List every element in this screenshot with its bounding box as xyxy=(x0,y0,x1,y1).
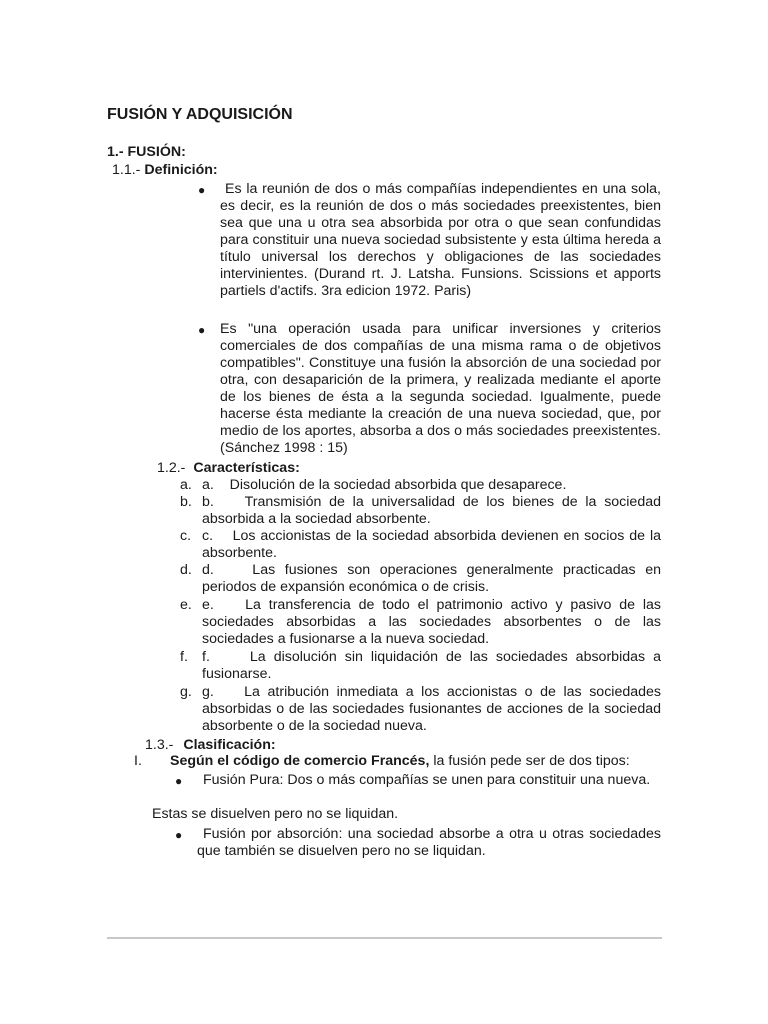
classification-intro-bold: Según el código de comercio Francés, xyxy=(170,753,430,769)
characteristic-item-c: c. Los accionistas de la sociedad absorbida devienen en socios de la absorbente. xyxy=(202,528,665,561)
characteristic-item-e: e. La transferencia de todo el patrimonio activo y pasivo de las sociedades absorbidas a las sociedades absorbentes o de las sociedades a fusionarse a la nueva sociedad. xyxy=(202,597,665,647)
bullet-icon: ● xyxy=(198,323,206,337)
subsection-number: 1.2.- xyxy=(157,460,186,476)
subsection-number: 1.1.- xyxy=(112,162,141,178)
section-number: 1.- xyxy=(107,144,124,160)
page-footer-rule xyxy=(107,937,662,939)
subsection-heading-caracteristicas xyxy=(157,460,300,477)
classification-intro xyxy=(170,753,630,770)
subsection-heading-definicion xyxy=(112,162,218,179)
subsection-heading-clasificacion xyxy=(145,737,276,754)
classification-intro-text: la fusión pede ser de dos tipos: xyxy=(429,753,630,769)
section-heading-fusion xyxy=(107,144,186,161)
document-title: FUSIÓN Y ADQUISICIÓN xyxy=(107,106,293,123)
list-marker: d. xyxy=(180,562,192,578)
list-marker: c. xyxy=(180,528,192,544)
characteristic-item-d: d. Las fusiones son operaciones generalmente practicadas en periodos de expansión económica o de crisis. xyxy=(202,562,665,595)
list-marker: a. xyxy=(180,477,192,493)
list-marker: b. xyxy=(180,494,192,510)
subsection-title: Definición: xyxy=(144,162,218,178)
subsection-title: Clasificación: xyxy=(183,737,276,753)
classification-note: Estas se disuelven pero no se liquidan. xyxy=(152,806,399,822)
definition-bullet-2: Es "una operación usada para unificar inversiones y criterios comerciales de dos compañías de una misma rama o de objetivos compatibles". Constituye una fusión la absorción de una sociedad por otra, con desaparición de la primera, y realizada mediante el aporte de los bienes de ésta a la segunda sociedad. Igualmente, puede hacerse ésta mediante la creación de una nueva sociedad, que, por medio de los aportes, absorba a dos o más sociedades preexistentes. (Sánchez 1998 : 15) xyxy=(220,321,661,456)
characteristic-item-f: f. La disolución sin liquidación de las sociedades absorbidas a fusionarse. xyxy=(202,649,665,682)
section-title: FUSIÓN: xyxy=(127,144,186,160)
definition-bullet-1: Es la reunión de dos o más compañías independientes en una sola, es decir, es la reunión de dos o más sociedades preexistentes, bien sea que una u otra sea absorbida por otra o que sean confundidas para constituir una nueva sociedad subsistente y esta última hereda a título universal los derechos y obligaciones de las sociedades intervinientes. (Durand rt. J. Latsha. Funsions. Scissions et apports partiels d'actifs. 3ra edicion 1972. Paris) xyxy=(220,181,661,299)
list-marker: f. xyxy=(180,649,188,665)
classification-bullet-fusion-absorcion: Fusión por absorción: una sociedad absorbe a otra u otras sociedades que también se disuelven pero no se liquidan. xyxy=(197,826,661,859)
bullet-icon: ● xyxy=(198,183,206,197)
list-marker: e. xyxy=(180,597,192,613)
list-marker: g. xyxy=(180,684,192,700)
subsection-number: 1.3.- xyxy=(145,737,174,753)
bullet-icon: ● xyxy=(175,774,183,788)
characteristic-item-b: b. Transmisión de la universalidad de los bienes de la sociedad absorbida a la sociedad absorbente. xyxy=(202,494,665,527)
classification-bullet-fusion-pura: Fusión Pura: Dos o más compañías se unen para constituir una nueva. xyxy=(203,772,651,788)
bullet-icon: ● xyxy=(175,828,183,842)
roman-marker: I. xyxy=(134,753,142,769)
subsection-title: Características: xyxy=(193,460,300,476)
characteristic-item-a: a. Disolución de la sociedad absorbida que desaparece. xyxy=(202,477,567,493)
characteristic-item-g: g. La atribución inmediata a los accionistas o de las sociedades absorbidas o de las sociedades fusionantes de acciones de la sociedad absorbente o de la sociedad nueva. xyxy=(202,684,665,734)
